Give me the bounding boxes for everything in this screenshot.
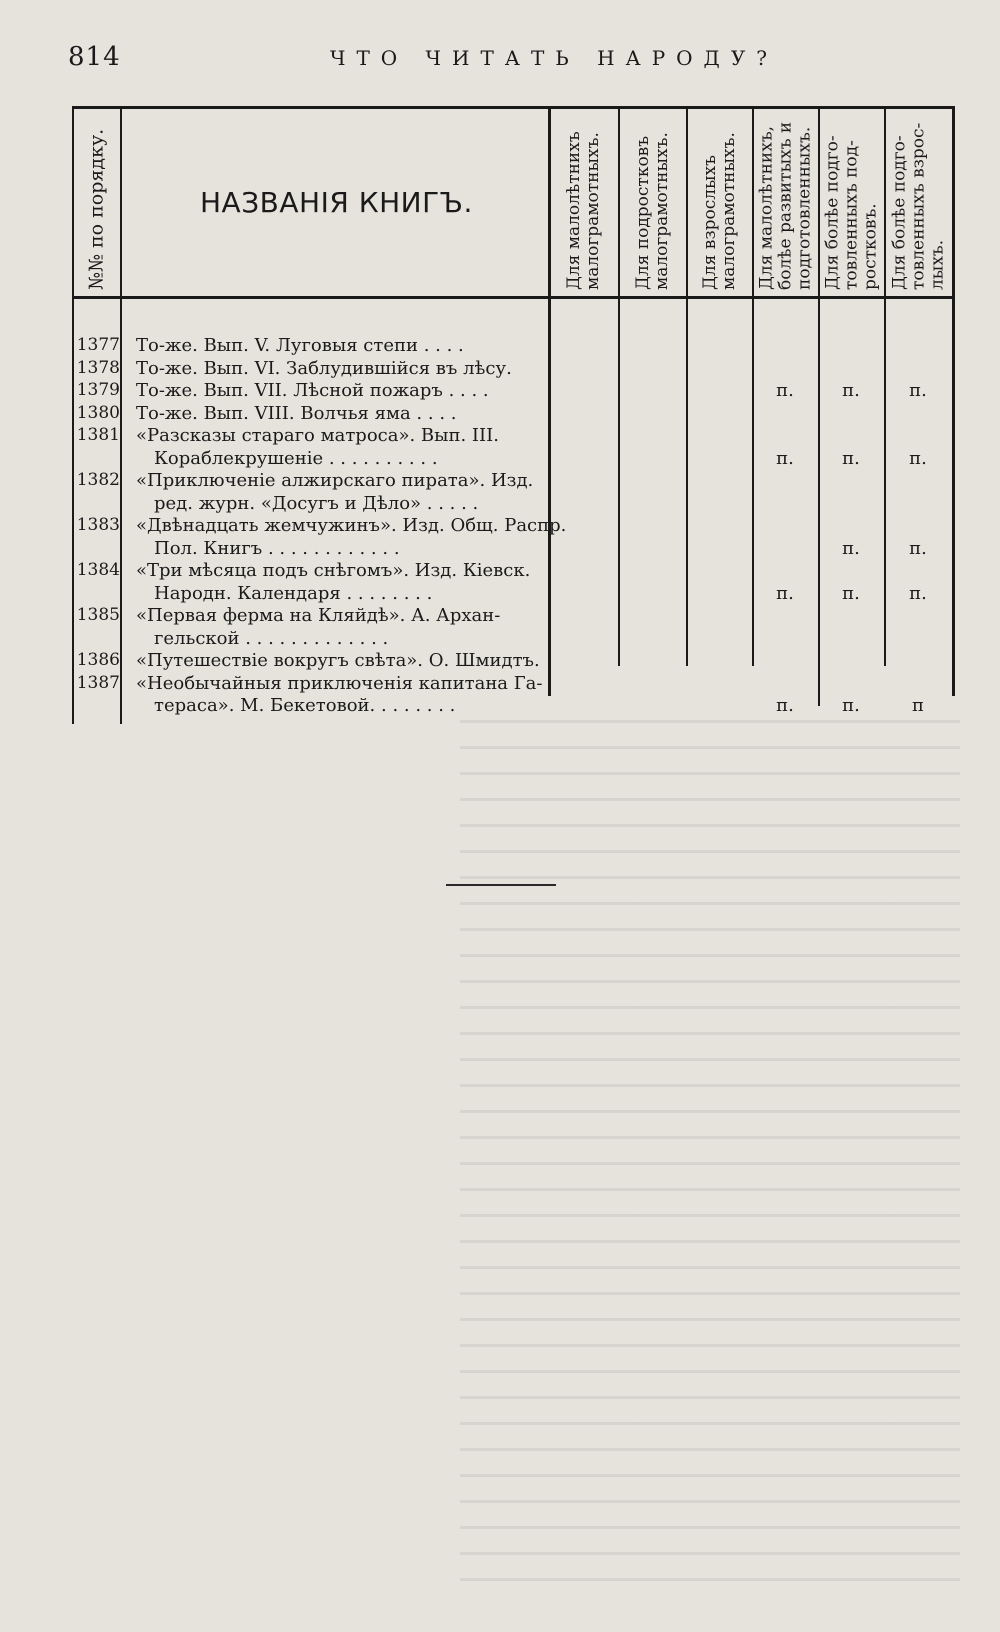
- book-title-line: То-же. Вып. V. Луговыя степи . . . .: [136, 335, 464, 356]
- book-title-line: «Путешествіе вокругъ свѣта». О. Шмидтъ.: [136, 650, 540, 671]
- book-title-line: То-же. Вып. VIII. Волчья яма . . . .: [136, 403, 457, 424]
- row-number: 1382: [76, 470, 120, 490]
- recommendation-mark: п.: [842, 583, 860, 604]
- row-number: 1385: [76, 605, 120, 625]
- header-c6: Для болѣе подго- товленныхъ взрос- лыхъ.: [889, 122, 948, 290]
- book-title-line: Пол. Книгъ . . . . . . . . . . . .: [154, 538, 400, 559]
- book-title-line: «Приключеніе алжирскаго пирата». Изд.: [136, 470, 534, 491]
- running-title: ЧТО ЧИТАТЬ НАРОДУ?: [330, 46, 778, 70]
- header-c5: Для болѣе подго- товленныхъ под- ростковъ.: [822, 135, 881, 290]
- recommendation-mark: п.: [909, 448, 927, 469]
- book-title-line: То-же. Вып. VI. Заблудившійся въ лѣсу.: [136, 358, 512, 379]
- row-number: 1384: [76, 560, 120, 580]
- recommendation-mark: п.: [842, 695, 860, 716]
- book-title-line: «Первая ферма на Кляйдѣ». А. Архан-: [136, 605, 501, 626]
- recommendation-mark: п.: [842, 538, 860, 559]
- book-title-line: Кораблекрушеніе . . . . . . . . . .: [154, 448, 438, 469]
- table-header-rule: [72, 296, 954, 299]
- row-number: 1379: [76, 380, 120, 400]
- header-num-cell: [74, 112, 120, 292]
- header-c1: Для малолѣтнихъ малограмотныхъ.: [564, 131, 603, 290]
- book-title-line: «Разсказы стараго матроса». Вып. III.: [136, 425, 499, 446]
- recommendation-mark: п: [912, 695, 924, 716]
- header-c3-cell: [688, 112, 752, 292]
- book-title-line: «Двѣнадцать жемчужинъ». Изд. Общ. Распр.: [136, 515, 567, 536]
- bleed-through-texture: [460, 720, 960, 1600]
- header-c4-cell: [754, 112, 818, 292]
- row-number: 1381: [76, 425, 120, 445]
- header-c3: Для взрослыхъ малограмотныхъ.: [700, 132, 739, 290]
- recommendation-mark: п.: [776, 448, 794, 469]
- page-number: 814: [68, 42, 121, 72]
- header-num: №№ по порядку.: [85, 128, 108, 290]
- header-c1-cell: [550, 112, 618, 292]
- row-number: 1386: [76, 650, 120, 670]
- header-c2: Для подростковъ малограмотныхъ.: [633, 132, 672, 290]
- book-title-line: «Необычайныя приключенія капитана Га-: [136, 673, 543, 694]
- book-title-line: Народн. Календаря . . . . . . . .: [154, 583, 433, 604]
- book-title-line: гельской . . . . . . . . . . . . .: [154, 628, 389, 649]
- book-title-line: «Три мѣсяца подъ снѣгомъ». Изд. Кіевск.: [136, 560, 531, 581]
- book-title-line: ред. журн. «Досугъ и Дѣло» . . . . .: [154, 493, 479, 514]
- column-divider: [120, 106, 122, 724]
- header-c4: Для малолѣтнихъ, болѣе развитыхъ и подготовленныхъ.: [756, 121, 815, 290]
- recommendation-mark: п.: [776, 380, 794, 401]
- header-c6-cell: [886, 112, 952, 292]
- recommendation-mark: п.: [842, 380, 860, 401]
- header-title: НАЗВАНІЯ КНИГЪ.: [200, 186, 473, 219]
- column-divider: [952, 106, 955, 696]
- row-number: 1387: [76, 673, 120, 693]
- row-number: 1380: [76, 403, 120, 423]
- table-top-rule: [72, 106, 954, 109]
- stray-rule: [446, 884, 556, 886]
- book-title-line: тераса». М. Бекетовой. . . . . . . .: [154, 695, 456, 716]
- recommendation-mark: п.: [776, 583, 794, 604]
- row-number: 1378: [76, 358, 120, 378]
- recommendation-mark: п.: [909, 538, 927, 559]
- recommendation-mark: п.: [909, 583, 927, 604]
- row-number: 1377: [76, 335, 120, 355]
- recommendation-mark: п.: [909, 380, 927, 401]
- recommendation-mark: п.: [842, 448, 860, 469]
- recommendation-mark: п.: [776, 695, 794, 716]
- row-number: 1383: [76, 515, 120, 535]
- header-c2-cell: [620, 112, 686, 292]
- header-c5-cell: [820, 112, 884, 292]
- book-title-line: То-же. Вып. VII. Лѣсной пожаръ . . . .: [136, 380, 489, 401]
